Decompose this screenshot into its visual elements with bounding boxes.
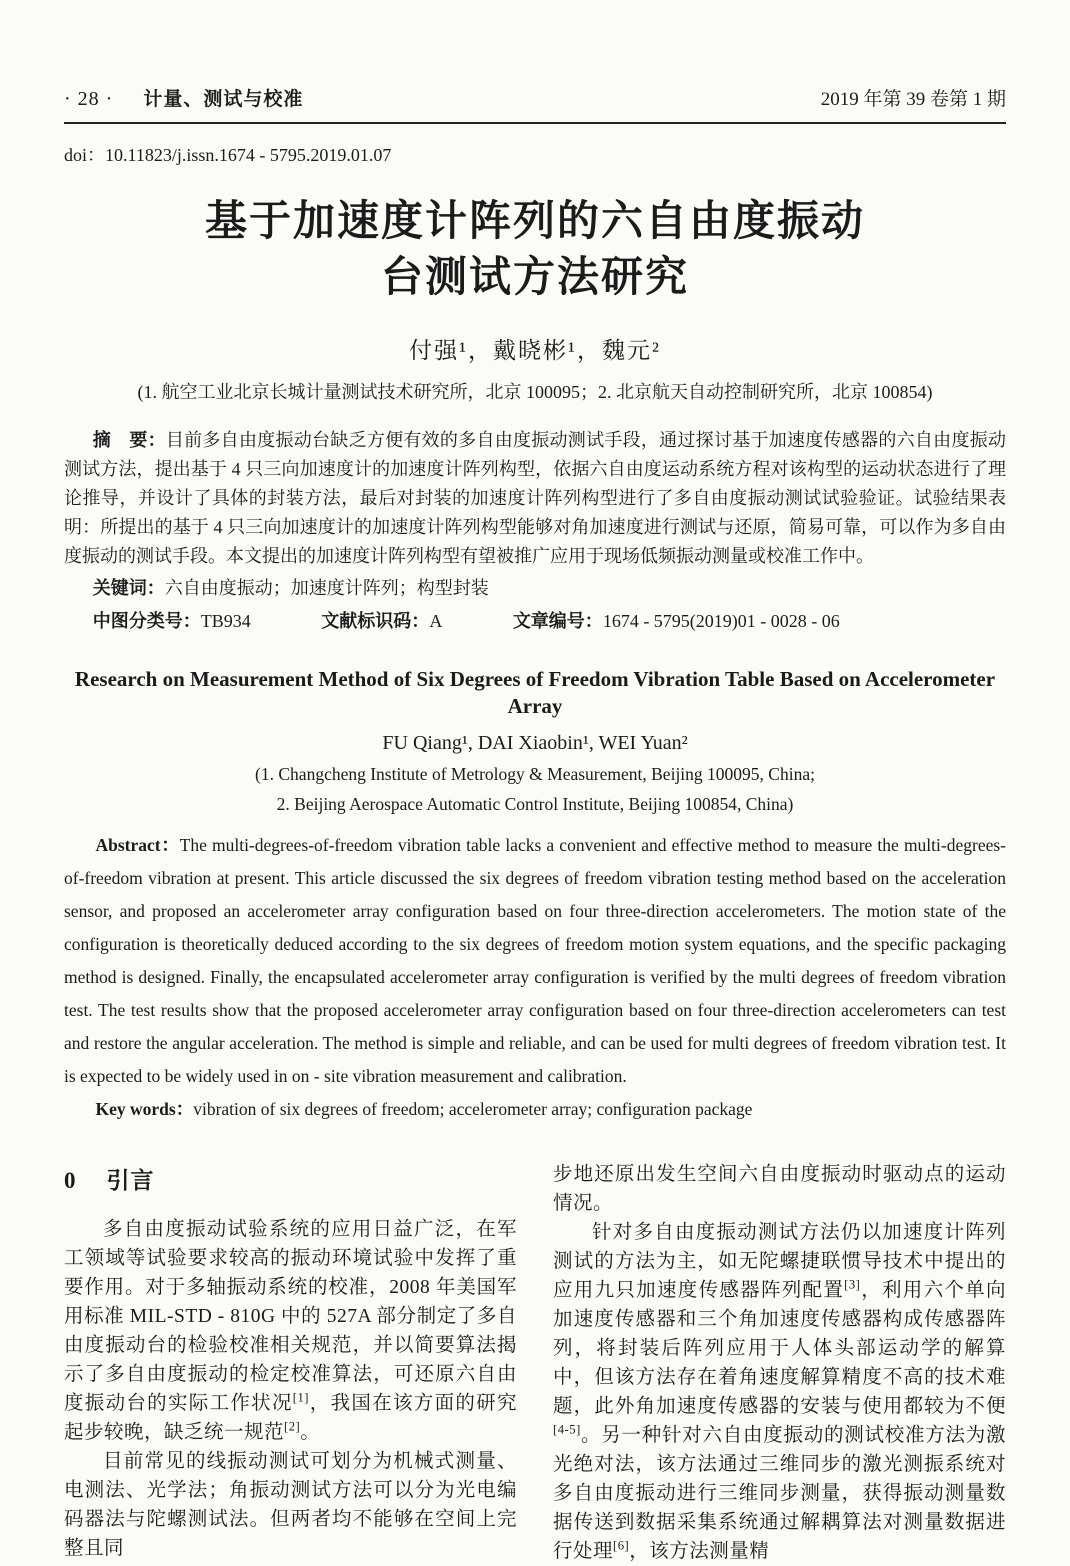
article-id-value: 1674 - 5795(2019)01 - 0028 - 06	[602, 610, 840, 631]
clc-group	[93, 611, 251, 631]
keywords-cn-text: 六自由度振动；加速度计阵列；构型封装	[164, 577, 489, 598]
issue-info: 2019 年第 39 卷第 1 期	[820, 89, 1006, 110]
section-heading-0	[64, 1162, 517, 1195]
keywords-en-label: Key words：	[95, 1099, 194, 1120]
abstract-en	[64, 829, 1006, 1093]
affiliation-cn: (1. 航空工业北京长城计量测试技术研究所，北京 100095；2. 北京航天自动控制研究所，北京 100854)	[137, 381, 933, 402]
keywords-cn-label: 关键词：	[92, 577, 165, 598]
doc-code-group	[321, 611, 442, 631]
abstract-en-text: The multi-degrees-of-freedom vibration table lacks a convenient and effective method to measure the multi-degrees-of-freedom vibration at present. This article discussed the six degrees of freedom vibration testing method based on the acceleration sensor, and proposed an accelerometer array configuration based on four three-direction accelerometers. The motion state of the configuration is theoretically deduced according to the six degrees of freedom motion system equations, and the specific packaging method is designed. Finally, the encapsulated accelerometer array configuration is verified by the multi degrees of freedom vibration test. The test results show that the proposed accelerometer array configuration based on four three-direction accelerometers can test and restore the angular acceleration. The method is simple and reliable, and can be used for multi degrees of freedom vibration test. It is expected to be widely used in on - site vibration measurement and calibration.	[64, 835, 1006, 1087]
body-paragraph: 步地还原出发生空间六自由度振动时驱动点的运动情况。	[553, 1164, 1006, 1215]
keywords-en	[64, 1093, 1006, 1126]
article-id-group	[513, 611, 840, 631]
abstract-cn-text: 目前多自由度振动台缺乏方便有效的多自由度振动测试手段，通过探讨基于加速度传感器的六自由度振动测试方法，提出基于 4 只三向加速度计的加速度计阵列构型，依据六自由度运动系统方程对该构型的运动状态进行了理论推导，并设计了具体的封装方法，最后对封装的加速度计阵列构型进行了多自由度振动测试试验验证。试验结果表明：所提出的基于 4 只三向加速度计的加速度计阵列构型能够对角加速度进行测试与还原，简易可靠，可以作为多自由度振动的测试手段。本文提出的加速度计阵列构型有望被推广应用于现场低频振动测量或校准工作中。	[64, 429, 1006, 566]
article-title-en: Research on Measurement Method of Six Degrees of Freedom Vibration Table Based on Accelerometer Array	[74, 666, 996, 719]
abstract-cn-label: 摘 要：	[92, 429, 166, 450]
body-column-right	[553, 1160, 1006, 1566]
keywords-en-text: vibration of six degrees of freedom; accelerometer array; configuration package	[193, 1099, 753, 1120]
journal-section-title: 计量、测试与校准	[143, 89, 304, 110]
affiliation-en-line1: (1. Changcheng Institute of Metrology & Measurement, Beijing 100095, China;	[255, 764, 815, 785]
body-column-left	[64, 1160, 517, 1566]
doi-line: doi：10.11823/j.issn.1674 - 5795.2019.01.07	[64, 145, 392, 165]
doc-code-value: A	[429, 610, 443, 631]
clc-label: 中图分类号：	[92, 610, 201, 631]
running-header-left	[64, 84, 303, 111]
article-title-cn-line1: 基于加速度计阵列的六自由度振动	[204, 199, 865, 245]
doc-code-label: 文献标识码：	[321, 610, 430, 631]
page-number: · 28 ·	[64, 88, 114, 110]
section-title: 引言	[106, 1167, 155, 1194]
article-title-cn-line2: 台测试方法研究	[380, 254, 689, 301]
abstract-en-label: Abstract：	[95, 835, 180, 856]
authors-cn: 付强¹，戴晓彬¹，魏元²	[409, 337, 661, 363]
running-header	[64, 84, 1006, 124]
article-id-label: 文章编号：	[512, 610, 603, 631]
article-title-cn	[64, 195, 1006, 307]
body-columns	[64, 1160, 1006, 1566]
body-paragraph: 多自由度振动试验系统的应用日益广泛，在军工领域等试验要求较高的振动环境试验中发挥了重要作用。对于多轴振动系统的校准，2008 年美国军用标准 MIL-STD - 810G 中的 527A 部分制定了多自由度振动台的检验校准相关规范，并以简要算法揭示了多自由度振动的检定校准算法，可还原六自由度振动台的实际工作状况[1]，我国在该方面的研究起步较晚，缺乏统一规范[2]。	[64, 1219, 517, 1444]
body-paragraph: 目前常见的线振动测试可划分为机械式测量、电测法、光学法；角振动测试方法可以分为光电编码器法与陀螺测试法。但两者均不能够在空间上完整且同	[64, 1451, 517, 1560]
clc-value: TB934	[200, 610, 251, 631]
classification-row	[64, 607, 1006, 636]
affiliation-en-line2: 2. Beijing Aerospace Automatic Control Institute, Beijing 100854, China)	[276, 794, 794, 815]
authors-en: FU Qiang¹, DAI Xiaobin¹, WEI Yuan²	[382, 732, 688, 755]
body-paragraph: 针对多自由度振动测试方法仍以加速度计阵列测试的方法为主，如无陀螺捷联惯导技术中提出的应用九只加速度传感器阵列配置[3]，利用六个单向加速度传感器和三个角加速度传感器构成传感器阵列，将封装后阵列应用于人体头部运动学的解算中，但该方法存在着角速度解算精度不高的技术难题，此外角加速度传感器的安装与使用都较为不便[4-5]。另一种针对六自由度振动的测试校准方法为激光绝对法，该方法通过三维同步的激光测振系统对多自由度振动进行三维同步测量，获得振动测量数据传送到数据采集系统通过解耦算法对测量数据进行处理[6]，该方法测量精	[553, 1222, 1006, 1563]
abstract-cn	[64, 426, 1006, 571]
keywords-cn	[64, 574, 1006, 603]
section-number: 0	[64, 1168, 77, 1194]
